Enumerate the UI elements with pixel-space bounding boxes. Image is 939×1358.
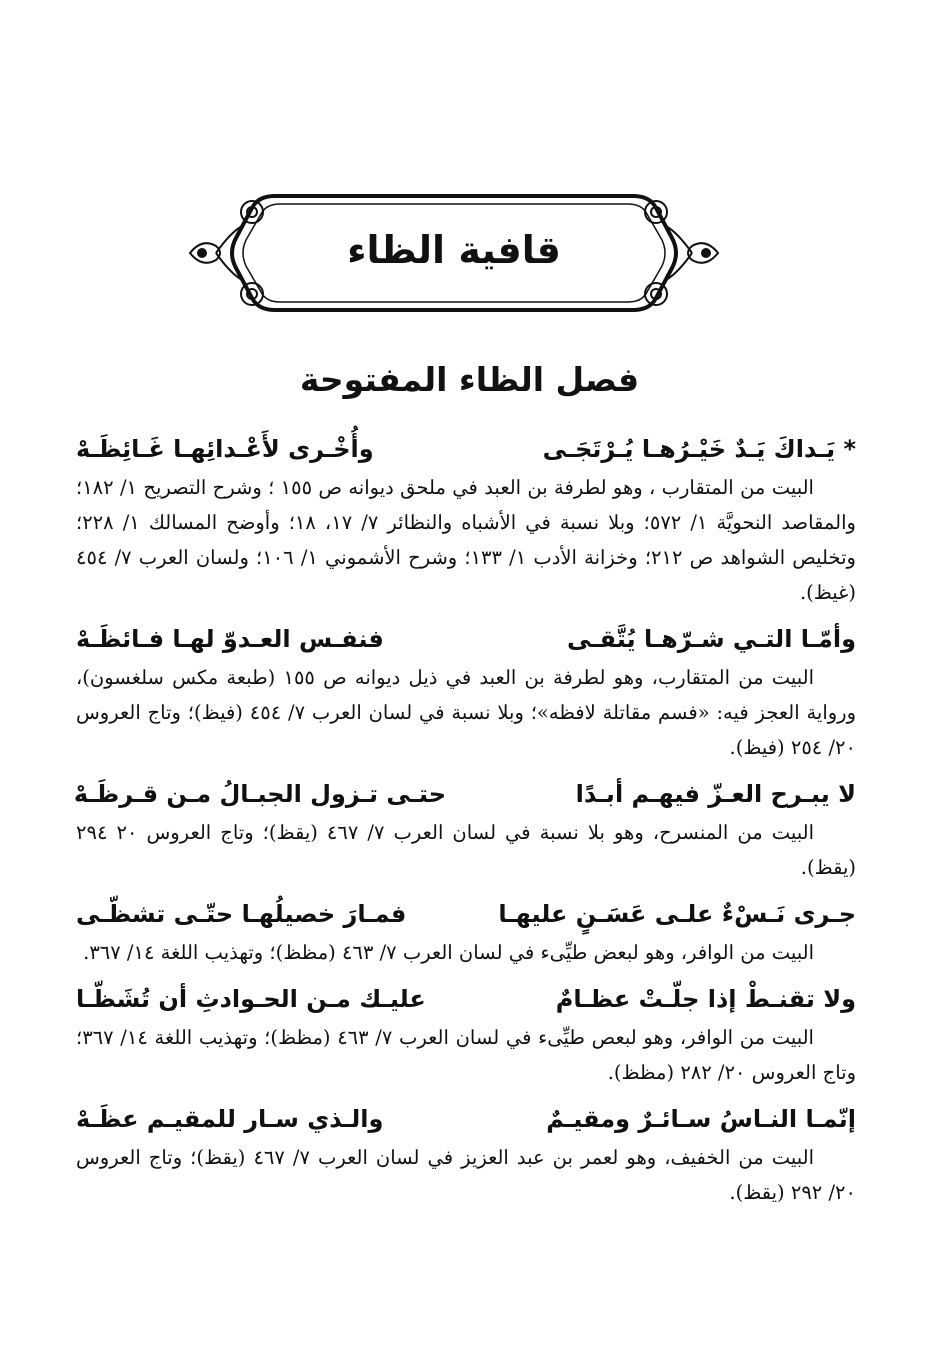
verse-first-hemistich: إنّمـا النـاسُ سـائـرٌ ومقيـمٌ	[546, 1105, 856, 1133]
verse-annotation: البيت من المتقارب، وهو لطرفة بن العبد في ذيل ديوانه ص ١٥٥ (طبعة مكس سلغسون)، ورواية العجز فيه: «فسم مقاتلة لافظه»؛ وبلا نسبة في لسان العرب ٧/ ٤٥٤ (فيظ)؛ وتاج العروس ٢٠/ ٢٥٤ (فيظ).	[76, 666, 857, 759]
verse-line	[76, 620, 856, 658]
verse-line	[76, 895, 856, 933]
verse-entry	[73, 775, 856, 885]
verse-first-hemistich: لا يبـرح العـزّ فيهـم أبـدًا	[575, 780, 856, 808]
verse-first-hemistich: جـرى نَـسْءٌ علـى عَسَـنٍ عليهـا	[498, 900, 856, 928]
verse-second-hemistich: والـذي سـار للمقيـم عظَـهْ	[76, 1105, 384, 1133]
section-heading: فصل الظاء المفتوحة	[299, 360, 640, 399]
verse-second-hemistich: حتـى تـزول الجبـالُ مـن قـرظَـهْ	[73, 780, 446, 808]
verse-second-hemistich: فنفـس العـدوّ لهـا فـائظَـهْ	[76, 625, 384, 653]
verse-line	[76, 980, 856, 1018]
verse-entry	[76, 1100, 856, 1210]
verse-line	[76, 430, 856, 468]
verse-entry	[76, 980, 856, 1090]
verse-annotation: البيت من الوافر، وهو لبعص طيِّىء في لسان العرب ٧/ ٤٦٣ (مظظ)؛ وتهذيب اللغة ١٤/ ٣٦٧؛ وتاج العروس ٢٠/ ٢٨٢ (مظظ).	[76, 1026, 856, 1084]
verse-annotation: البيت من المنسرح، وهو بلا نسبة في لسان العرب ٧/ ٤٦٧ (يقظ)؛ وتاج العروس ٢٠ ٢٩٤ (يقظ).	[76, 821, 856, 879]
verse-annotation: البيت من الوافر، وهو لبعض طيِّىء في لسان العرب ٧/ ٤٦٣ (مظظ)؛ وتهذيب اللغة ١٤/ ٣٦٧.	[83, 941, 814, 964]
verse-second-hemistich: عليـك مـن الحـوادثِ أن تُشَظّـا	[76, 985, 426, 1013]
verse-entry	[76, 430, 856, 610]
verse-annotation: البيت من المتقارب ، وهو لطرفة بن العبد في ملحق ديوانه ص ١٥٥ ؛ وشرح التصريح ١/ ١٨٢؛ والمقاصد النحويَّة ١/ ٥٧٢؛ وبلا نسبة في الأشباه والنظائر ٧/ ١٧، ١٨؛ وأوضح المسالك ١/ ٢٢٨؛ وتخليص الشواهد ص ٢١٢؛ وخزانة الأدب ١/ ١٣٣؛ وشرح الأشموني ١/ ١٠٦؛ ولسان العرب ٧/ ٤٥٤ (غيظ).	[76, 476, 856, 604]
verse-annotation: البيت من الخفيف، وهو لعمر بن عبد العزيز في لسان العرب ٧/ ٤٦٧ (يقظ)؛ وتاج العروس ٢٠/ ٢٩٢ (يقظ).	[76, 1146, 856, 1204]
verse-line	[73, 775, 856, 813]
verse-entry	[76, 620, 856, 765]
verse-first-hemistich: * يَـداكَ يَـدٌ خَيْـرُهـا يُـرْتَجَـى	[542, 435, 856, 463]
verse-entries	[73, 430, 857, 1220]
verse-line	[76, 1100, 856, 1138]
chapter-title: قافية الظاء	[347, 228, 561, 272]
verse-first-hemistich: وأمّـا التـي شـرّهـا يُتَّقـى	[567, 625, 856, 653]
verse-second-hemistich: وأُخْـرى لأَعْـدائِهـا غَـائِظَـهْ	[76, 435, 374, 463]
verse-first-hemistich: ولا تقنـطْ إذا جلّـتْ عظـامٌ	[555, 985, 856, 1013]
verse-entry	[76, 895, 856, 970]
chapter-banner	[180, 178, 728, 328]
verse-second-hemistich: فمـارَ خصيلُهـا حتّـى تشظّـى	[76, 900, 407, 928]
